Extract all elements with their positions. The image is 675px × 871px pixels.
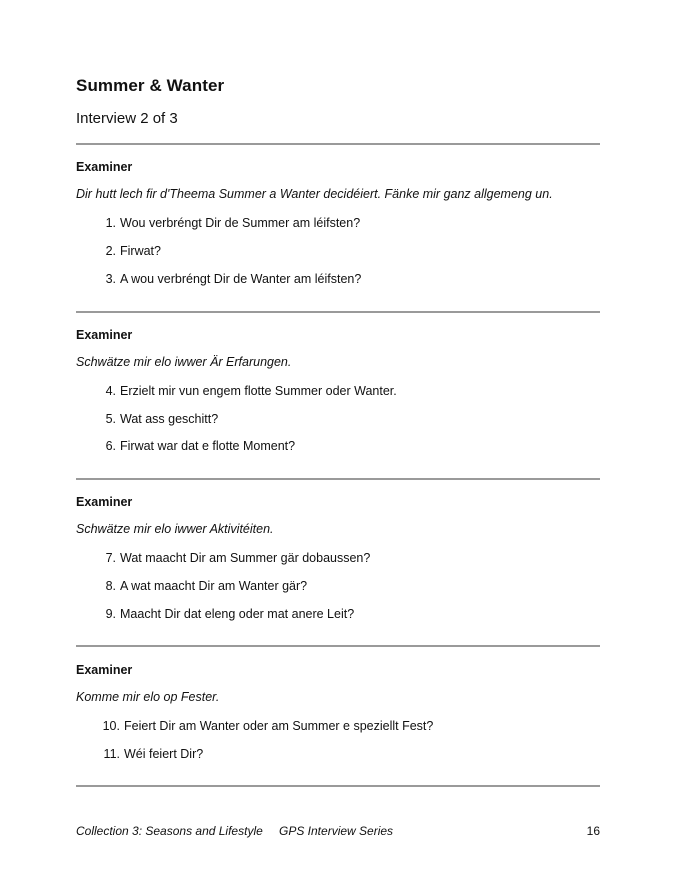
page-number: 16 xyxy=(586,824,600,838)
question-text: A wou verbréngt Dir de Wanter am léifsten? xyxy=(120,272,362,286)
question-item xyxy=(96,244,161,258)
divider-rule xyxy=(76,785,600,787)
examiner-prompt: Komme mir elo op Fester. xyxy=(76,690,220,704)
question-number: 9. xyxy=(105,607,116,621)
question-item xyxy=(96,579,307,593)
question-number: 2. xyxy=(105,244,116,258)
examiner-label: Examiner xyxy=(76,160,133,174)
examiner-prompt: Schwätze mir elo iwwer Är Erfarungen. xyxy=(76,355,292,369)
question-number: 1. xyxy=(105,216,116,230)
examiner-label: Examiner xyxy=(76,495,133,509)
question-text: Wat ass geschitt? xyxy=(120,412,219,426)
question-item xyxy=(96,272,361,286)
question-number: 6. xyxy=(105,439,116,453)
question-number: 4. xyxy=(105,384,116,398)
divider-rule xyxy=(76,645,600,647)
question-item xyxy=(96,384,397,398)
question-text: Feiert Dir am Wanter oder am Summer e speziellt Fest? xyxy=(124,719,434,733)
document-subtitle: Interview 2 of 3 xyxy=(76,110,178,127)
divider-rule xyxy=(76,311,600,313)
question-item xyxy=(96,607,354,621)
question-item xyxy=(96,747,203,761)
examiner-prompt: Schwätze mir elo iwwer Aktivitéiten. xyxy=(76,522,274,536)
document-title: Summer & Wanter xyxy=(76,76,225,95)
question-item xyxy=(96,216,360,230)
question-item xyxy=(96,551,370,565)
question-item xyxy=(96,439,295,453)
question-number: 7. xyxy=(105,551,116,565)
question-text: Wéi feiert Dir? xyxy=(124,747,204,761)
footer-collection: Collection 3: Seasons and Lifestyle xyxy=(76,824,263,838)
question-text: Firwat war dat e flotte Moment? xyxy=(120,439,296,453)
question-number: 3. xyxy=(105,272,116,286)
question-number: 10. xyxy=(102,719,120,733)
question-number: 8. xyxy=(105,579,116,593)
divider-rule xyxy=(76,478,600,480)
examiner-label: Examiner xyxy=(76,328,133,342)
question-number: 5. xyxy=(105,412,116,426)
question-item xyxy=(96,719,433,733)
question-item xyxy=(96,412,218,426)
divider-rule xyxy=(76,143,600,145)
question-text: A wat maacht Dir am Wanter gär? xyxy=(120,579,308,593)
examiner-prompt: Dir hutt lech fir d'Theema Summer a Wanter decidéiert. Fänke mir ganz allgemeng un. xyxy=(76,187,553,201)
question-text: Wou verbréngt Dir de Summer am léifsten? xyxy=(120,216,361,230)
question-text: Erzielt mir vun engem flotte Summer oder Wanter. xyxy=(120,384,397,398)
question-text: Firwat? xyxy=(120,244,161,258)
question-text: Wat maacht Dir am Summer gär dobaussen? xyxy=(120,551,371,565)
footer-series: GPS Interview Series xyxy=(279,824,394,838)
question-number: 11. xyxy=(103,747,120,761)
question-text: Maacht Dir dat eleng oder mat anere Leit? xyxy=(120,607,355,621)
examiner-label: Examiner xyxy=(76,663,133,677)
